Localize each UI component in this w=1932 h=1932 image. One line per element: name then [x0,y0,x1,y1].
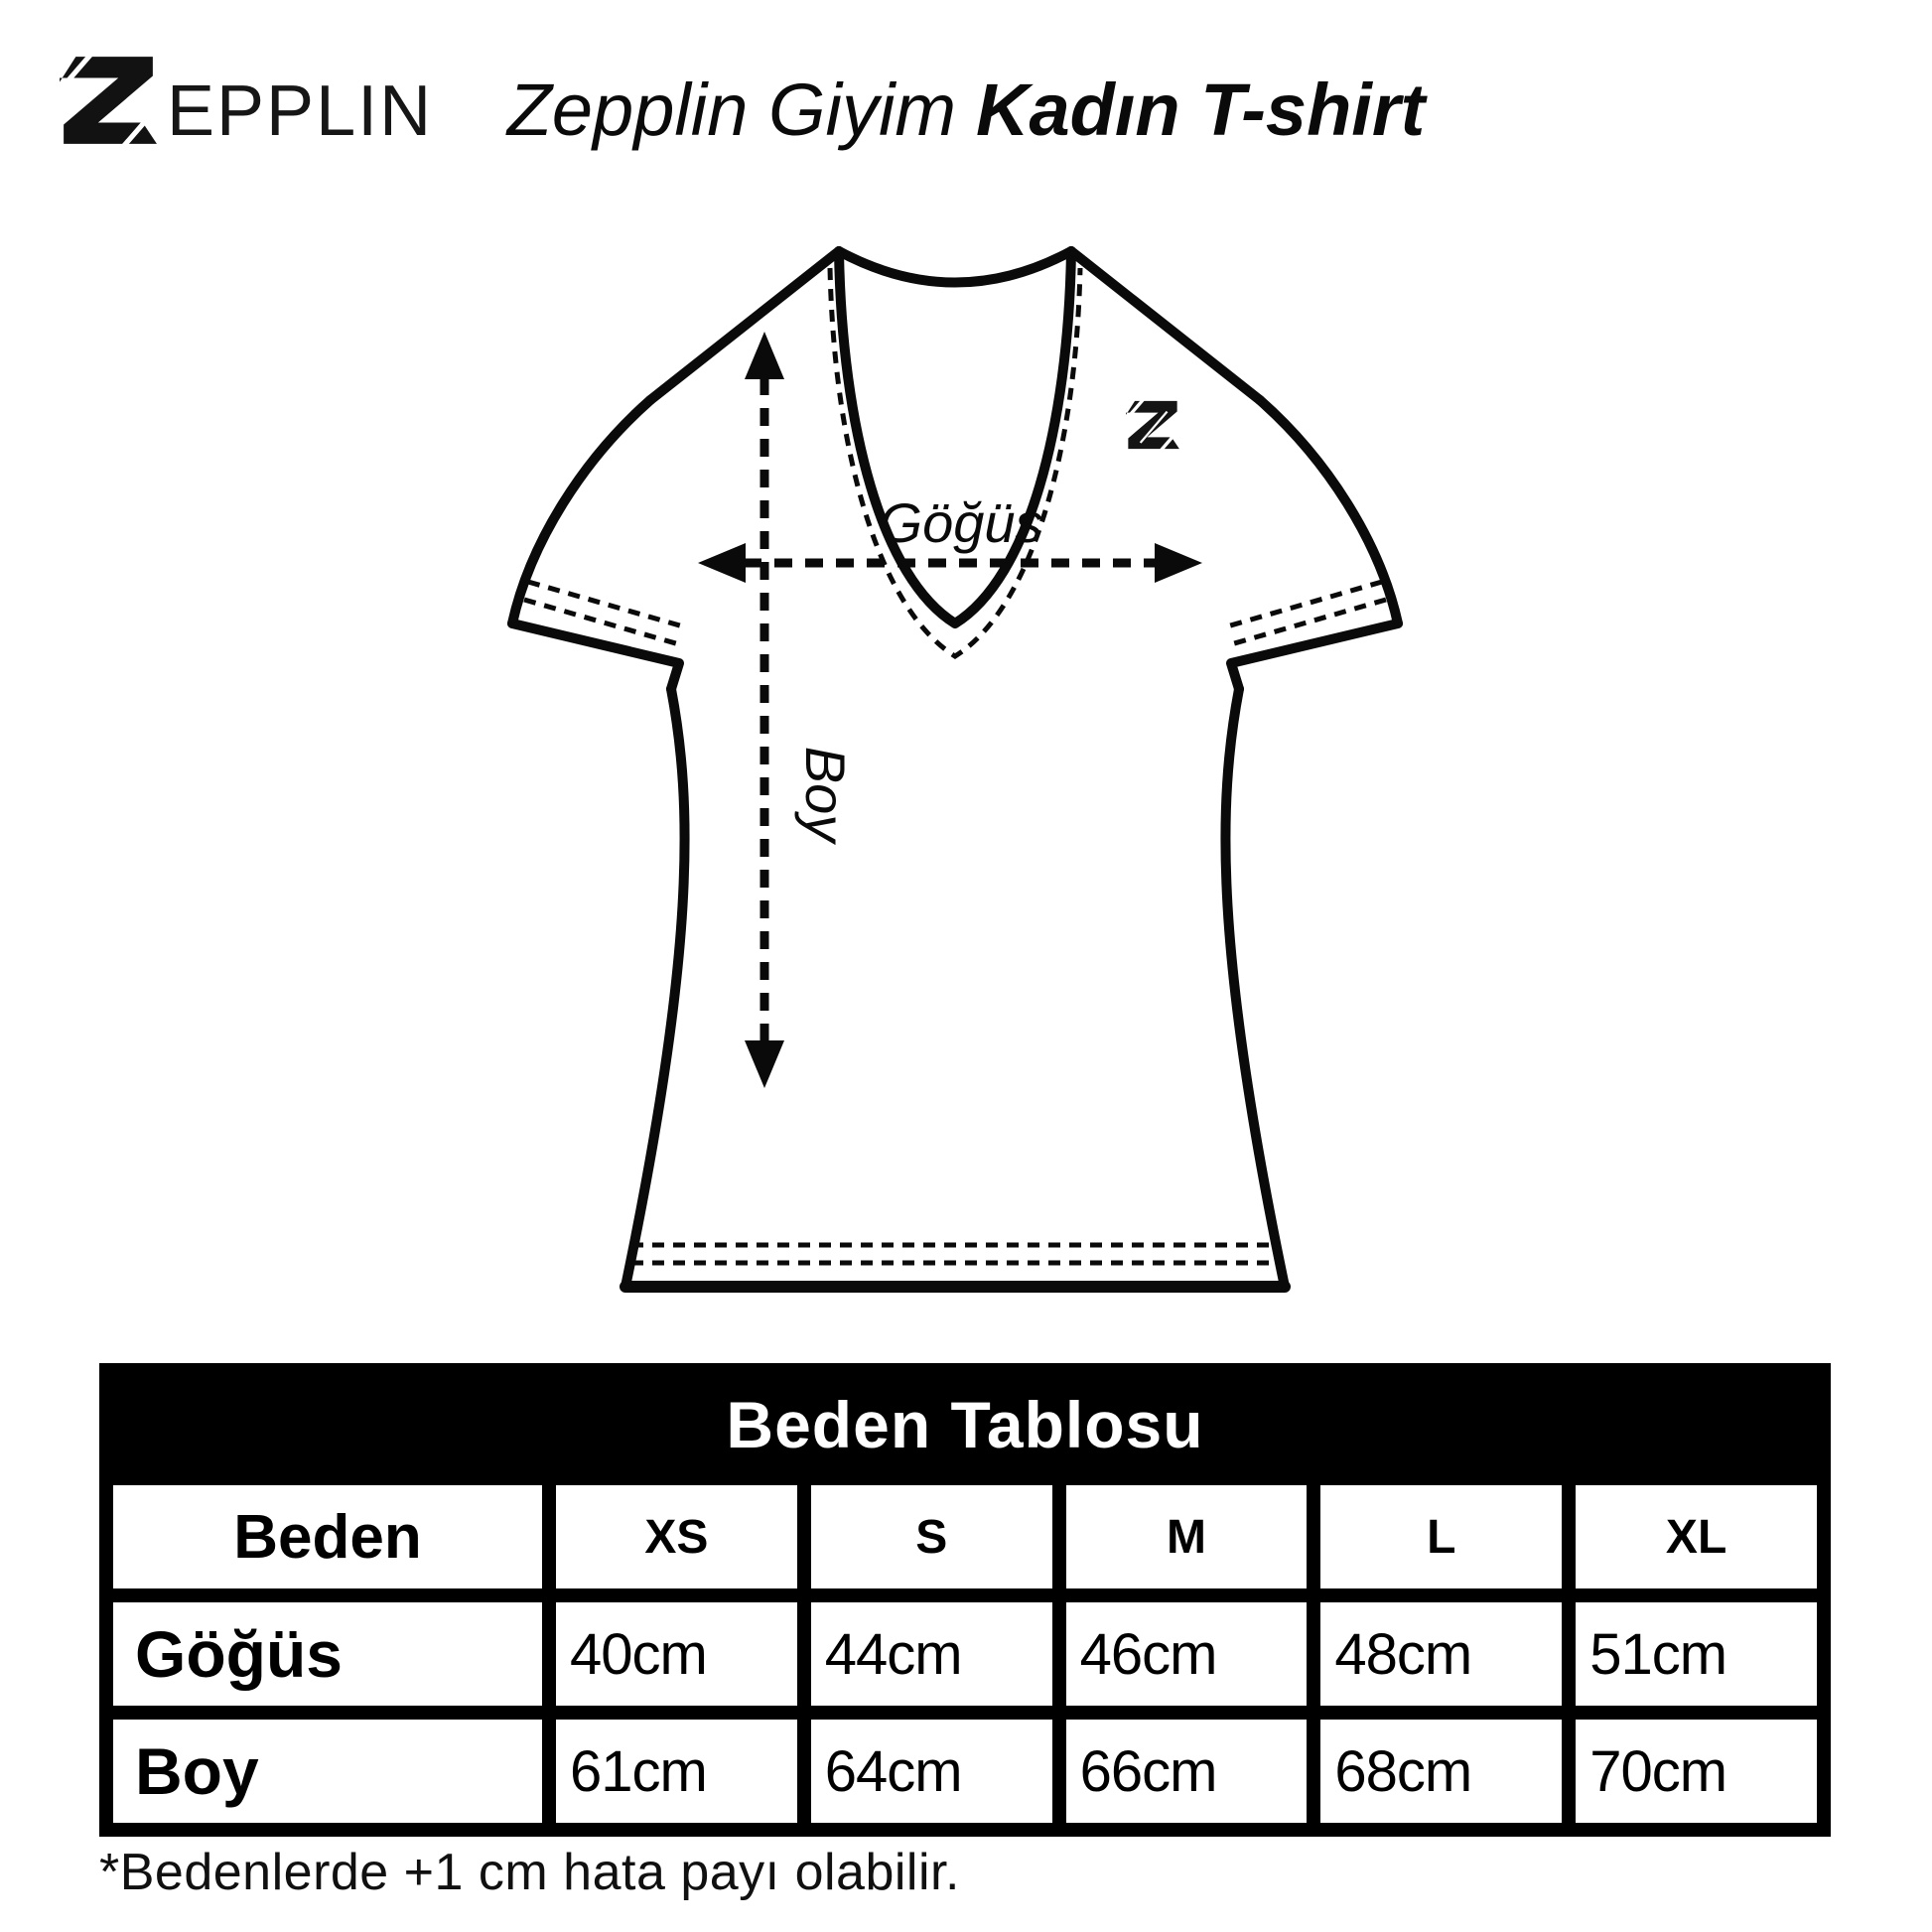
length-value-s: 64cm [811,1720,1052,1823]
arrowhead-left [698,543,746,583]
brand-logo-text: EPPLIN [167,71,434,151]
left-sleeve-cuff [512,623,679,689]
chest-value-xl: 51cm [1576,1602,1817,1706]
left-side-seam [625,689,685,1287]
header-cell-s: S [811,1485,1052,1588]
neckline [839,251,1071,623]
right-cuff-stitch-2 [1231,600,1386,644]
chest-value-l: 48cm [1320,1602,1562,1706]
length-value-xl: 70cm [1576,1720,1817,1823]
header-cell-xs: XS [556,1485,797,1588]
arrowhead-bottom [745,1040,784,1088]
body-length-arrow [745,332,784,1088]
table-row-length [113,1720,1817,1823]
size-table [99,1363,1831,1837]
header-cell-m: M [1066,1485,1308,1588]
length-value-m: 66cm [1066,1720,1308,1823]
chest-z-logo-icon [1126,398,1179,453]
size-table-rows [113,1485,1817,1823]
size-tolerance-footnote: *Bedenlerde +1 cm hata payı olabilir. [99,1844,960,1901]
left-sleeve-outer-edge [512,400,650,623]
row-label-length: Boy [113,1720,542,1823]
length-value-xs: 61cm [556,1720,797,1823]
arrowhead-top [745,332,784,379]
page-title-bold: Kadın T-shirt [976,69,1426,151]
row-label-chest: Göğüs [113,1602,542,1706]
length-measure-label: Boy [794,746,857,843]
left-shoulder-line [650,251,839,400]
tshirt-outline [512,251,1398,1287]
page-title-regular: Zepplin Giyim [506,69,957,151]
chest-value-xs: 40cm [556,1602,797,1706]
left-cuff-stitch-1 [528,582,683,626]
left-cuff-stitch-2 [524,600,679,644]
table-row-chest [113,1602,1817,1706]
back-collar-line [839,251,1071,283]
arrowhead-right [1155,543,1202,583]
size-table-title: Beden Tablosu [726,1387,1204,1461]
chest-measure-label: Göğüs [879,491,1043,554]
header-cell-beden: Beden [113,1485,542,1588]
right-side-seam [1225,689,1285,1287]
header-cell-xl: XL [1576,1485,1817,1588]
length-value-l: 68cm [1320,1720,1562,1823]
right-cuff-stitch-1 [1227,582,1382,626]
table-header-row [113,1485,1817,1588]
right-sleeve-cuff [1231,623,1398,689]
right-shoulder-line [1071,251,1260,400]
chest-value-s: 44cm [811,1602,1052,1706]
right-sleeve-outer-edge [1260,400,1398,623]
chest-value-m: 46cm [1066,1602,1308,1706]
header-cell-l: L [1320,1485,1562,1588]
